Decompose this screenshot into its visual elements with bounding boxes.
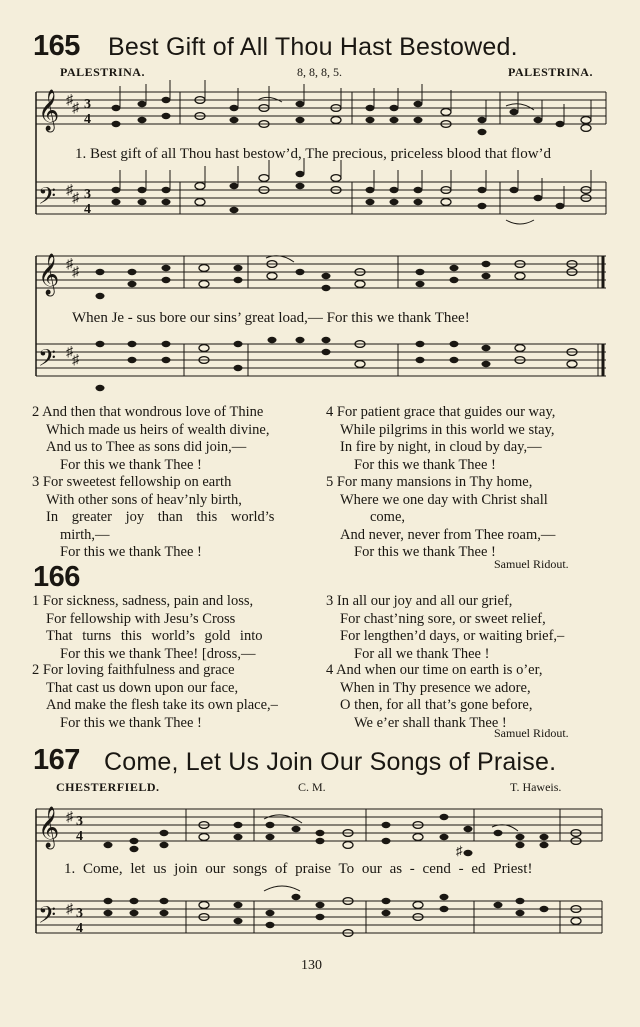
stanza-line: For this we thank Thee! [dross,— (60, 645, 256, 662)
svg-text:♯: ♯ (72, 101, 79, 116)
stanza-line: 2 And then that wondrous love of Thine (32, 404, 264, 420)
stanza-line: O then, for all that’s gone before, (340, 697, 533, 713)
stanza-line: 5 For many mansions in Thy home, (326, 474, 533, 490)
hymn-167-lyric-line-1: 1. Come, let us join our songs of praise To our as - cend - ed Priest! (64, 861, 533, 877)
stanza-line: We e’er shall thank Thee ! (354, 714, 507, 731)
hymn-165-meter: 8, 8, 8, 5. (297, 65, 342, 79)
svg-text:4: 4 (76, 921, 83, 936)
svg-text:𝄢: 𝄢 (38, 344, 57, 377)
svg-text:♯: ♯ (66, 257, 73, 272)
stanza-line: 3 In all our joy and all our grief, (326, 593, 513, 609)
hymn-165-lyric-line-2: When Je - sus bore our sins’ great load,— For this we thank Thee! (72, 310, 470, 326)
svg-text:4: 4 (84, 202, 91, 217)
svg-text:♯: ♯ (72, 191, 79, 206)
stanza-line: Which made us heirs of wealth divine, (46, 421, 270, 438)
hymn-166-author: Samuel Ridout. (494, 726, 569, 740)
stanza-line: For chast’ning sore, or sweet relief, (340, 610, 546, 627)
stanza-line: When in Thy presence we adore, (340, 679, 531, 696)
stanza-line: For all we thank Thee ! (354, 645, 490, 662)
hymn-165-number: 165 (33, 30, 80, 62)
hymn-167-number: 167 (33, 744, 80, 776)
stanza-line: And us to Thee as sons did join,— (46, 439, 247, 455)
hymn-167-meter: C. M. (298, 780, 326, 794)
stanza-line: 1 For sickness, sadness, pain and loss, (32, 593, 254, 609)
hymn-167-tune: CHESTERFIELD. (56, 780, 160, 794)
hymn-165-stanza-4 (326, 404, 555, 474)
hymn-166-stanza-1 (32, 593, 262, 663)
hymn-165-author: Samuel Ridout. (494, 557, 569, 571)
stanza-line: And make the flesh take its own place,– (46, 697, 278, 713)
svg-text:3: 3 (76, 906, 83, 921)
stanza-line: For this we thank Thee ! (354, 544, 496, 560)
svg-text:♯: ♯ (66, 810, 73, 825)
stanza-line: That cast us down upon our face, (46, 679, 239, 696)
svg-text:𝄢: 𝄢 (38, 901, 57, 934)
hymn-165-title: Best Gift of All Thou Hast Bestowed. (108, 33, 518, 61)
stanza-line: 4 For patient grace that guides our way, (326, 404, 556, 420)
stanza-line: In greater joy than this world’s (46, 509, 275, 525)
stanza-line: For fellowship with Jesu’s Cross (46, 610, 236, 627)
hymn-165-stanza-2 (32, 404, 269, 474)
hymn-165-stanza-3 (32, 474, 274, 562)
stanza-line: In fire by night, in cloud by day,— (340, 439, 542, 455)
svg-text:♯: ♯ (72, 353, 79, 368)
stanza-line: And never, never from Thee roam,— (340, 526, 556, 543)
stanza-line: For this we thank Thee ! (60, 714, 202, 731)
svg-text:3: 3 (84, 97, 91, 112)
hymn-165-tune-right: PALESTRINA. (508, 65, 593, 79)
stanza-line: mirth,— (60, 526, 110, 543)
svg-text:𝄞: 𝄞 (38, 254, 60, 295)
stanza-line: That turns this world’s gold into (46, 628, 263, 644)
stanza-line: Where we one day with Christ shall (340, 491, 548, 508)
hymn-165-tune-left: PALESTRINA. (60, 65, 145, 79)
hymn-165-stanza-5 (326, 474, 555, 562)
hymn-166-stanza-4 (326, 662, 542, 732)
stanza-line: With other sons of heav’nly birth, (46, 491, 242, 508)
svg-text:𝄞: 𝄞 (38, 90, 60, 131)
stanza-line: come, (370, 509, 406, 525)
stanza-line: For this we thank Thee ! (60, 456, 202, 473)
stanza-line: For this we thank Thee ! (354, 456, 496, 473)
stanza-line: 4 And when our time on earth is o’er, (326, 662, 543, 678)
svg-text:4: 4 (84, 112, 91, 127)
stanza-line: For lengthen’d days, or waiting brief,– (340, 628, 565, 644)
svg-text:♯: ♯ (66, 93, 73, 108)
hymn-165-lyric-line-1: 1. Best gift of all Thou hast bestow’d, The precious, priceless blood that flow’d (75, 146, 552, 162)
svg-text:𝄢: 𝄢 (38, 182, 57, 215)
svg-text:4: 4 (76, 829, 83, 844)
svg-text:♯: ♯ (66, 345, 73, 360)
svg-text:♯: ♯ (66, 902, 73, 917)
svg-text:𝄞: 𝄞 (38, 807, 60, 848)
page-number: 130 (301, 958, 322, 973)
hymn-166-stanza-3 (326, 593, 564, 663)
svg-text:3: 3 (76, 814, 83, 829)
svg-text:♯: ♯ (456, 843, 463, 858)
svg-text:♯: ♯ (66, 183, 73, 198)
stanza-line: 2 For loving faithfulness and grace (32, 662, 235, 678)
music-staff-system-3 (0, 795, 640, 965)
stanza-line: While pilgrims in this world we stay, (340, 421, 555, 438)
hymn-167-title: Come, Let Us Join Our Songs of Praise. (104, 748, 557, 776)
svg-text:♯: ♯ (72, 265, 79, 280)
stanza-line: 3 For sweetest fellowship on earth (32, 474, 232, 490)
hymn-167-composer: T. Haweis. (510, 780, 562, 794)
hymn-166-stanza-2 (32, 662, 278, 732)
hymn-166-number: 166 (33, 561, 80, 593)
svg-text:3: 3 (84, 187, 91, 202)
stanza-line: For this we thank Thee ! (60, 544, 202, 560)
